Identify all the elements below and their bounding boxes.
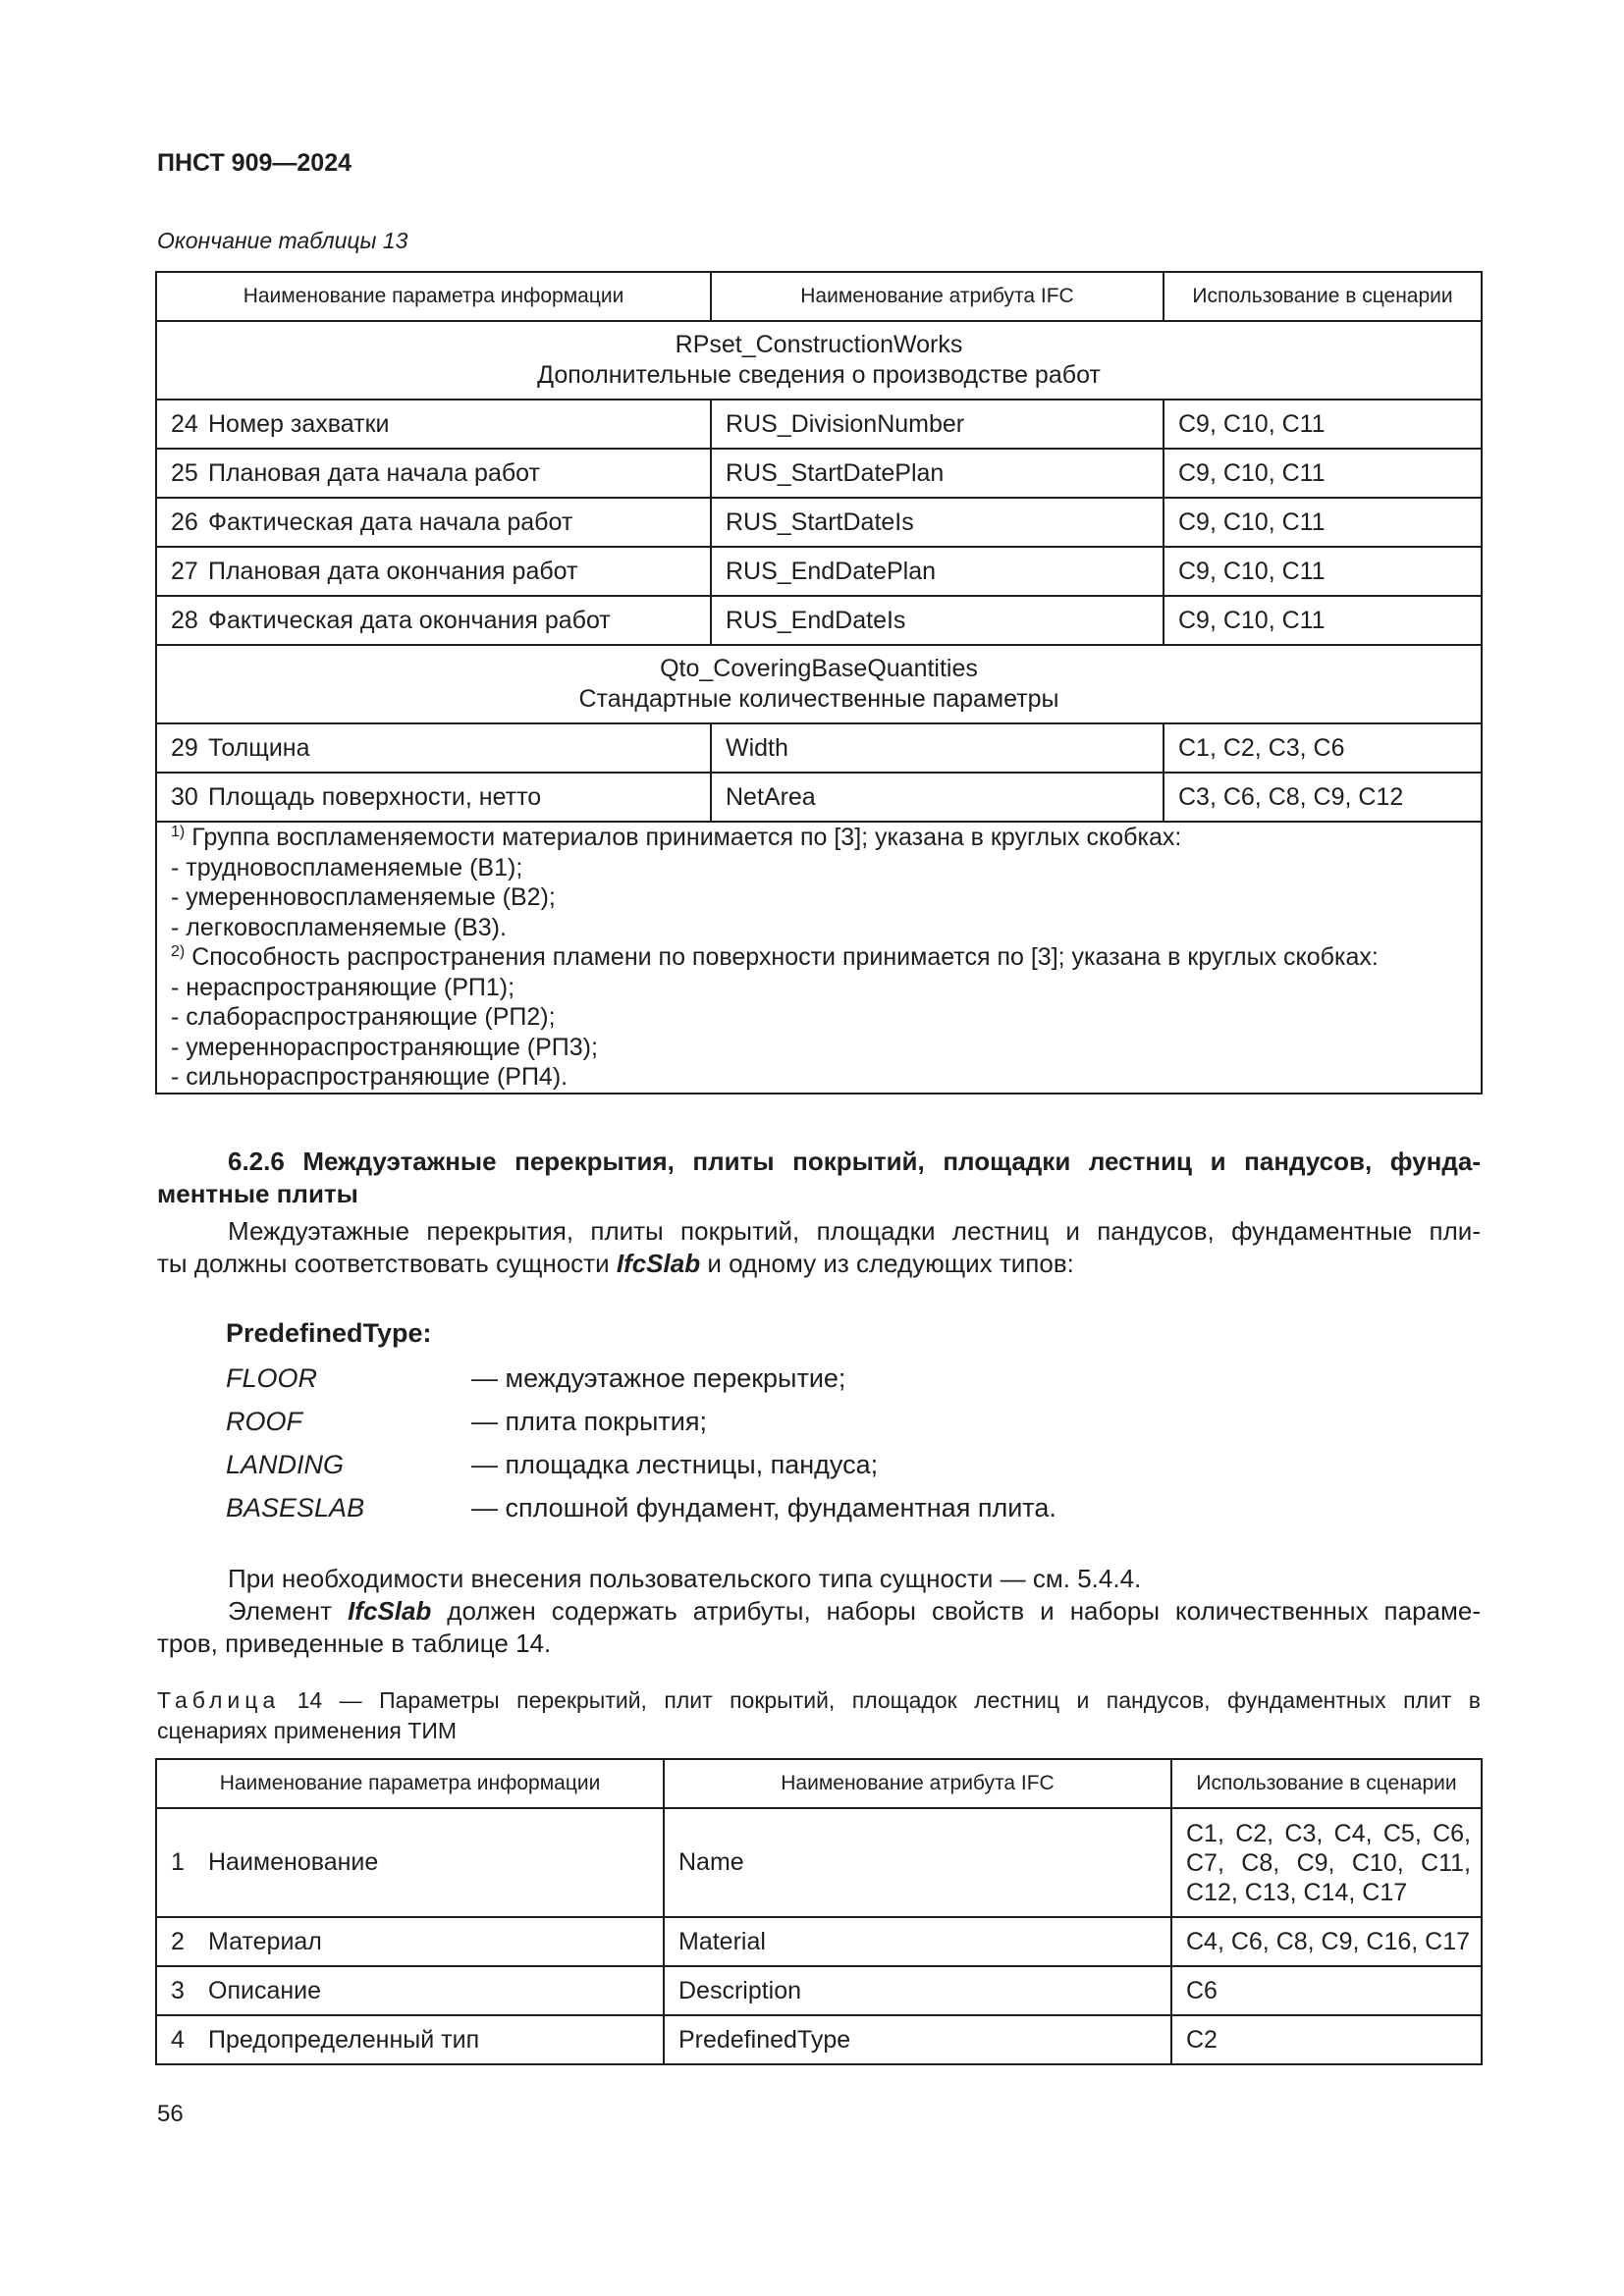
attr-cell: Name [664,1808,1171,1917]
type-desc: — сплошной фундамент, фундаментная плита. [471,1493,1056,1522]
attr-cell: Material [664,1917,1171,1966]
param-cell [156,498,711,547]
col-header-attr: Наименование атрибута IFC [664,1759,1171,1808]
row-number: 27 [171,557,198,585]
document-code: ПНСТ 909—2024 [157,149,352,177]
param-name: Площадь поверхности, нетто [208,782,542,811]
section-name: Qto_CoveringBaseQuantities [660,655,978,682]
heading-line: ментные плиты [157,1179,358,1208]
row-number: 24 [171,409,198,438]
type-desc: — площадка лестницы, пандуса; [471,1450,879,1479]
param-name: Описание [208,1976,322,2004]
param-cell [156,596,711,645]
paragraph-line: Междуэтажные перекрытия, плиты покрытий, площадки лестниц и пандусов, фундаментные пли- [228,1216,1481,1246]
attr-cell: PredefinedType [664,2015,1171,2064]
attr-cell: Description [664,1966,1171,2015]
attr-cell: RUS_EndDateIs [711,596,1164,645]
row-number: 25 [171,458,198,487]
caption-line: сценариях применения ТИМ [157,1718,458,1743]
page-number: 56 [157,2101,184,2127]
type-item [226,1493,1056,1523]
param-name: Наименование [208,1848,379,1876]
usage-cell: C3, C6, C8, C9, C12 [1164,773,1482,822]
type-desc: — плита покрытия; [471,1407,707,1436]
footnote-marker: 2) [171,943,186,960]
note-line: - нераспространяющие (РП1); [171,973,515,1001]
type-item [226,1450,878,1480]
table-caption [157,1685,1481,1746]
section-cell [156,645,1482,723]
section-name: RPset_ConstructionWorks [675,331,963,358]
col-header-usage: Использование в сценарии [1171,1759,1482,1808]
note-line: - слабораспространяющие (РП2); [171,1003,556,1031]
usage-cell: C9, C10, C11 [1164,547,1482,596]
param-cell [156,1966,664,2015]
type-item [226,1407,707,1437]
attr-cell: RUS_EndDatePlan [711,547,1164,596]
table-row [156,723,1482,773]
usage-cell: C9, C10, C11 [1164,498,1482,547]
type-code: FLOOR [226,1363,318,1393]
section-heading [157,1146,1481,1210]
type-desc: — междуэтажное перекрытие; [471,1363,846,1393]
usage-cell: C9, C10, C11 [1164,449,1482,498]
footnote-marker: 1) [171,824,186,840]
note-line: $^{1)}$ Группа воспламеняемости материалов принимается по [3]; указана в круглых скобках: [171,824,1182,851]
usage-cell: C9, C10, C11 [1164,400,1482,449]
note-line: - трудновоспламеняемые (В1); [171,853,523,881]
type-item [226,1363,845,1394]
caption-word: Таблица [157,1687,281,1713]
param-cell [156,2015,664,2064]
section-cell [156,321,1482,400]
param-name: Предопределенный тип [208,2025,480,2054]
param-name: Плановая дата окончания работ [208,557,578,585]
param-name: Плановая дата начала работ [208,458,540,487]
usage-cell: C4, C6, C8, C9, C16, C17 [1171,1917,1482,1966]
param-cell [156,773,711,822]
table-row [156,1966,1482,2015]
note-line: $^{2)}$ Способность распространения пламени по поверхности принимается по [3]; указана в круглых скобках: [171,943,1379,971]
section-row [156,645,1482,723]
table-row [156,596,1482,645]
row-number: 2 [171,1927,185,1955]
usage-cell [1171,1808,1482,1917]
type-code: ROOF [226,1407,302,1436]
attr-cell: RUS_StartDatePlan [711,449,1164,498]
section-desc: Стандартные количественные параметры [578,685,1059,713]
param-cell [156,449,711,498]
param-name: Номер захватки [208,409,390,438]
usage-cell: C1, C2, C3, C6 [1164,723,1482,773]
table-header-row [156,272,1482,321]
entity-name: IfcSlab [348,1596,432,1626]
param-cell [156,723,711,773]
table-row [156,449,1482,498]
row-number: 3 [171,1976,185,2004]
section-row [156,321,1482,400]
param-name: Фактическая дата окончания работ [208,606,611,634]
table-14 [155,1758,1483,2065]
table-row [156,498,1482,547]
paragraph [157,1595,1481,1660]
param-cell [156,547,711,596]
note-line: - умереннораспространяющие (РП3); [171,1033,598,1061]
usage-line: C1, C2, C3, C4, C5, C6, [1186,1819,1471,1847]
predefined-type-title: PredefinedType: [226,1318,432,1348]
col-header-param: Наименование параметра информации [156,272,711,321]
attr-cell: Width [711,723,1164,773]
caption-line: Таблица 14 — Параметры перекрытий, плит покрытий, площадок лестниц и пандусов, фундаментных плит в [157,1687,1481,1713]
attr-cell: RUS_StartDateIs [711,498,1164,547]
paragraph-line: ты должны соответствовать сущности IfcSlab и одному из следующих типов: [157,1249,1074,1278]
param-cell [156,1808,664,1917]
row-number: 4 [171,2025,185,2054]
row-number: 1 [171,1848,185,1876]
note-line: - умеренновоспламеняемые (В2); [171,883,556,911]
note-line: - легковоспламеняемые (В3). [171,913,507,941]
table-header-row [156,1759,1482,1808]
type-code: BASESLAB [226,1493,365,1522]
notes-row [156,822,1482,1094]
param-cell [156,1917,664,1966]
param-name: Фактическая дата начала работ [208,507,573,536]
attr-cell: RUS_DivisionNumber [711,400,1164,449]
col-header-attr: Наименование атрибута IFC [711,272,1164,321]
usage-cell: C2 [1171,2015,1482,2064]
row-number: 30 [171,782,198,811]
attr-cell: NetArea [711,773,1164,822]
paragraph-line: Элемент IfcSlab должен содержать атрибуты, наборы свойств и наборы количественных параме- [228,1596,1482,1626]
usage-line: C7, C8, C9, C10, C11, [1186,1848,1471,1877]
table-row [156,773,1482,822]
paragraph-line: тров, приведенные в таблице 14. [157,1629,552,1658]
col-header-param: Наименование параметра информации [156,1759,664,1808]
usage-cell: C9, C10, C11 [1164,596,1482,645]
table-notes [156,822,1482,1094]
usage-line: C12, C13, C14, C17 [1186,1878,1408,1906]
note-line: - сильнораспространяющие (РП4). [171,1063,568,1091]
col-header-usage: Использование в сценарии [1164,272,1482,321]
table-continuation-label: Окончание таблицы 13 [157,228,408,253]
paragraph [157,1563,1481,1595]
row-number: 26 [171,507,198,536]
param-name: Материал [208,1927,322,1955]
table-row [156,2015,1482,2064]
table-row [156,547,1482,596]
table-row [156,1808,1482,1917]
paragraph [157,1215,1481,1280]
row-number: 29 [171,733,198,762]
table-row [156,1917,1482,1966]
type-code: LANDING [226,1450,345,1479]
param-cell [156,400,711,449]
table-row [156,400,1482,449]
section-desc: Дополнительные сведения о производстве работ [537,361,1101,389]
paragraph-line: При необходимости внесения пользовательского типа сущности — см. 5.4.4. [228,1564,1142,1593]
param-name: Толщина [208,733,310,762]
table-13 [155,271,1483,1095]
usage-cell: C6 [1171,1966,1482,2015]
row-number: 28 [171,606,198,634]
entity-name: IfcSlab [616,1249,701,1278]
heading-line: 6.2.6 Междуэтажные перекрытия, плиты покрытий, площадки лестниц и пандусов, фунда- [228,1147,1481,1176]
